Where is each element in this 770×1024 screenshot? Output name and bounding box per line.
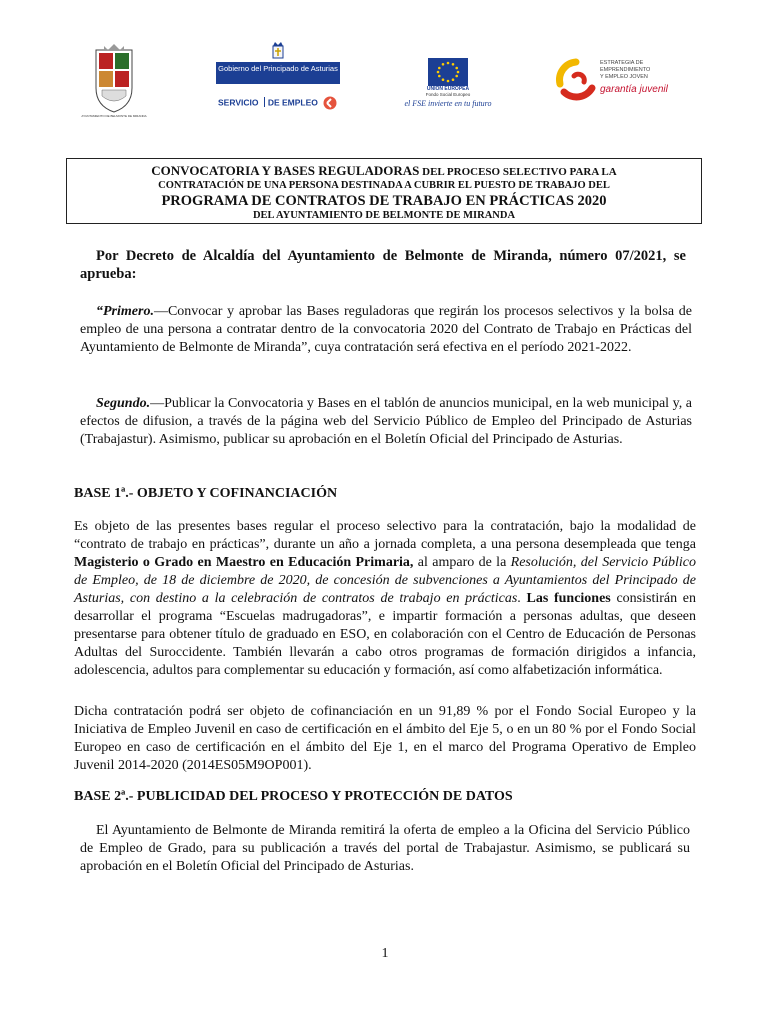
eu-fund: Fondo Social Europeo — [425, 92, 471, 97]
primero-label: “Primero. — [96, 304, 154, 319]
base1-p1-g: consistirán en desarrollar el programa “Escuelas madrugadoras”, e impartir formación a personas adultas, que deseen presentarse para obtener título de graduado en ESO, en colaboración con el Centro de Educación de Personas Adultas del Suroccidente. También llevarán a cabo otros programas de formación dirigidos a infancia, adolescencia, adultos para complementar su educación y formación, así como alfabetización informática. — [74, 591, 697, 678]
eu-flag-icon — [428, 58, 468, 86]
garantia-juvenil-mark-icon — [554, 58, 598, 102]
title-line-4: DEL AYUNTAMIENTO DE BELMONTE DE MIRANDA — [252, 210, 516, 221]
segundo-text: —Publicar la Convocatoria y Bases en el tablón de anuncios municipal, en la web municipal y, a efectos de difusion, a través de la página web del Servicio Público de Empleo del Principado de Asturias (Trabajastur). Asimismo, publicar su aprobación en el Boletín Oficial del Principado de Asturias. — [80, 396, 692, 447]
municipal-crest-logo — [81, 44, 147, 120]
servicio-label: SERVICIO — [218, 97, 259, 108]
base1-p1-a: Es objeto de las presentes bases regular el proceso selectivo para la contratación, bajo la modalidad de “contrato de trabajo en prácticas”, durante un año a jornada completa, a una persona desempleada que tenga — [74, 519, 696, 552]
base1-p1-resolution: Resolución, del Servicio Público de Empleo, de 18 de diciembre de 2020, de concesión de subvenciones a Ayuntamientos del Principado de Asturias, con destino a la celebración de contratos de trabajo en prácticas — [74, 555, 696, 606]
base2-paragraph-1: El Ayuntamiento de Belmonte de Miranda remitirá la oferta de empleo a la Oficina del Servicio Público de Empleo de Grado, para su publicación a través del portal de Trabajastur. Asimismo, se publicará su aprobación en el Boletín Oficial del Principado de Asturias. — [80, 823, 690, 874]
gj-line3: Y EMPLEO JOVEN — [600, 74, 648, 80]
empleo-mark-icon — [323, 96, 337, 110]
segundo-label: Segundo. — [96, 396, 151, 411]
title-main: CONVOCATORIA Y BASES REGULADORAS — [151, 163, 420, 178]
base1-paragraph-2: Dicha contratación podrá ser objeto de cofinanciación en un 91,89 % por el Fondo Social Europeo y la Iniciativa de Empleo Juvenil en caso de certificación en el ámbito del Eje 5, o en un 80 % por el Fondo Social Europeo en caso de certificación en el ámbito del Eje 1, en el marco del Programa Operativo de Empleo Juvenil 2014-2020 (2014ES05M9OP001). — [74, 704, 696, 773]
base2-heading: BASE 2ª.- PUBLICIDAD DEL PROCESO Y PROTECCIÓN DE DATOS — [74, 789, 513, 804]
document-title-box — [66, 158, 702, 224]
paragraph-segundo — [80, 395, 692, 449]
base1-heading: BASE 1ª.- OBJETO Y COFINANCIACIÓN — [74, 486, 338, 501]
title-line1-rest: DEL PROCESO SELECTIVO PARA LA — [419, 166, 617, 178]
base1-p1-e: . — [517, 591, 527, 606]
base1-p1-funciones: Las funciones — [526, 591, 611, 606]
crest-caption: AYUNTAMIENTO DE BELMONTE DE MIRANDA — [81, 114, 147, 118]
gobierno-asturias-logo — [216, 40, 340, 86]
gj-line1: ESTRATEGIA DE — [600, 60, 644, 66]
title-line-3: PROGRAMA DE CONTRATOS DE TRABAJO EN PRÁCTICAS 2020 — [161, 193, 607, 209]
de-empleo-label: DE EMPLEO — [267, 97, 318, 108]
servicio-empleo-logo — [218, 96, 342, 118]
primero-text: —Convocar y aprobar las Bases reguladoras que regirán los procesos selectivos y la bolsa de empleo de una persona a contratar dentro de la convocatoria 2020 del Contrato de Trabajo en Prácticas del Ayuntamiento de Belmonte de Miranda”, cuya contratación será efectiva en el período 2021-2022. — [80, 304, 692, 355]
page-number: 1 — [381, 946, 389, 961]
garantia-juvenil-logo — [554, 58, 684, 102]
base1-p1-b: Magisterio o Grado en Maestro en Educación Primaria, — [74, 555, 414, 570]
eu-slogan: el FSE invierte en tu futuro — [404, 99, 492, 108]
base1-p1-c: al amparo de la — [413, 555, 511, 570]
base1-paragraph-1 — [74, 518, 696, 680]
gj-brand: garantía juvenil — [600, 84, 668, 95]
eu-title: UNIÓN EUROPEA — [426, 86, 470, 92]
title-line-1 — [67, 163, 701, 179]
paragraph-primero — [80, 303, 692, 357]
eu-logo — [398, 58, 498, 110]
decree-intro: Por Decreto de Alcaldía del Ayuntamiento de Belmonte de Miranda, número 07/2021, se aprueba: — [80, 248, 686, 282]
gobierno-label: Gobierno del Principado de Asturias — [216, 62, 340, 84]
header-logos — [0, 0, 770, 140]
title-line-2: CONTRATACIÓN DE UNA PERSONA DESTINADA A CUBRIR EL PUESTO DE TRABAJO DEL — [158, 180, 610, 191]
gj-line2: EMPRENDIMIENTO — [600, 67, 651, 73]
